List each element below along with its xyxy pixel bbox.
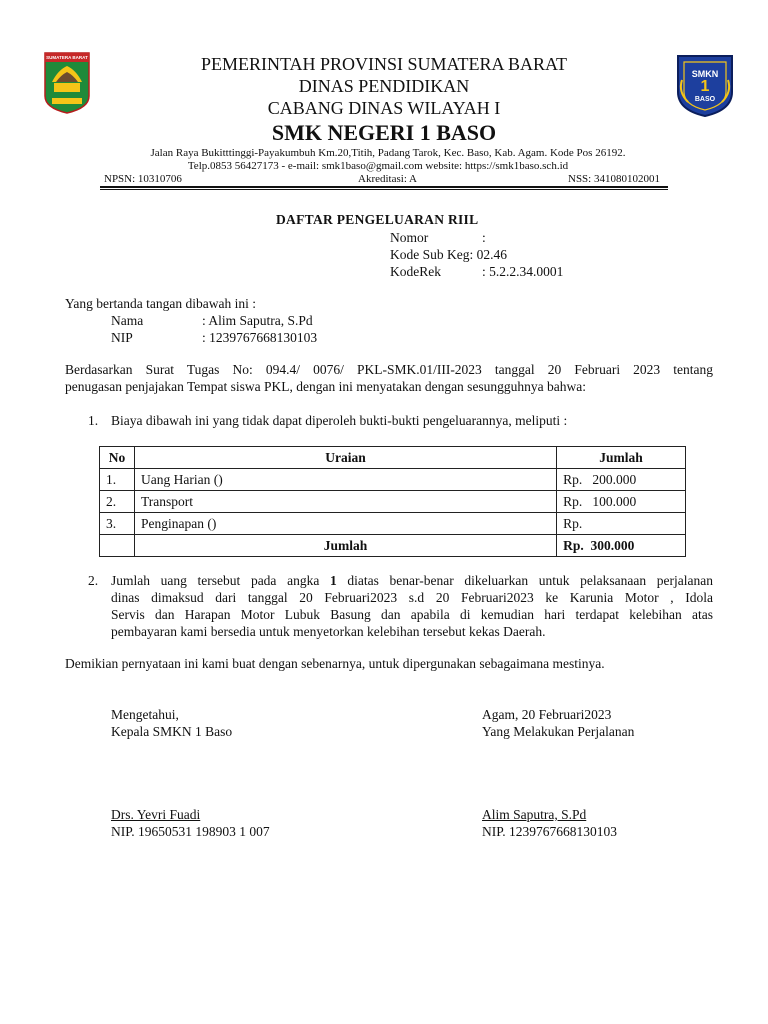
paragraph-surat-tugas-line2: penugasan penjajakan Tempat siswa PKL, dengan ini menyatakan dengan sesungguhnya bahwa: [65, 379, 587, 394]
letterhead-divider [100, 186, 668, 188]
header-no: No [100, 447, 135, 469]
table-row [100, 469, 686, 491]
logo-left-caption: SUMATERA BARAT [46, 55, 88, 60]
item2-line1-a: Jumlah uang tersebut pada angka [111, 573, 330, 588]
signature-left-name: Drs. Yevri Fuadi [111, 807, 201, 822]
signature-left-line2: Kepala SMKN 1 Baso [111, 724, 233, 739]
koderek-value: : 5.2.2.34.0001 [482, 264, 564, 279]
header-jumlah: Jumlah [557, 447, 686, 469]
letterhead-nss: NSS: 341080102001 [568, 173, 660, 185]
item2-line3: Servis dan Harapan Motor Lubuk Basung dan apabila di kemudian hari terdapat kelebihan atas [111, 607, 713, 622]
letterhead-department: DINAS PENDIDIKAN [298, 76, 470, 96]
item2-line1 [111, 573, 713, 589]
paragraph-surat-tugas-line1: Berdasarkan Surat Tugas No: 094.4/ 0076/ PKL-SMK.01/III-2023 tanggal 20 Februari 2023 tentang [65, 362, 713, 377]
nama-value: : Alim Saputra, S.Pd [202, 313, 313, 328]
item2-line1-c: diatas benar-benar dikeluarkan untuk pelaksanaan perjalanan [336, 573, 713, 588]
letterhead-address: Jalan Raya Bukitttinggi-Payakumbuh Km.20,Titih, Padang Tarok, Kec. Baso, Kab. Agam. Kode Pos 26192. [150, 147, 626, 159]
row-no: 1. [100, 469, 135, 491]
letterhead-npsn: NPSN: 10310706 [104, 173, 182, 185]
intro-text: Yang bertanda tangan dibawah ini : [65, 296, 256, 311]
header-uraian: Uraian [134, 447, 556, 469]
letterhead-contact: Telp.0853 56427173 - e-mail: smk1baso@gmail.com website: https://smk1baso.sch.id [187, 160, 569, 172]
koderek-label: KodeRek [390, 264, 441, 279]
table-header-row [100, 447, 686, 469]
signature-right-line2: Yang Melakukan Perjalanan [482, 724, 635, 739]
table-total-row [100, 535, 686, 557]
item1-number: 1. [88, 413, 99, 428]
closing-statement: Demikian pernyataan ini kami buat dengan sebenarnya, untuk dipergunakan sebagaimana mestinya. [65, 656, 605, 671]
total-value: Rp. 300.000 [557, 535, 686, 557]
signature-right-nip: NIP. 1239767668130103 [482, 824, 618, 839]
nip-value: : 1239767668130103 [202, 330, 318, 345]
total-label: Jumlah [134, 535, 556, 557]
signature-left-nip: NIP. 19650531 198903 1 007 [111, 824, 270, 839]
letterhead-branch: CABANG DINAS WILAYAH I [267, 98, 501, 118]
row-uraian: Penginapan () [134, 513, 556, 535]
nip-label: NIP [111, 330, 133, 345]
nomor-label: Nomor [390, 230, 429, 245]
expense-table [99, 446, 686, 557]
signature-right-name: Alim Saputra, S.Pd [482, 807, 587, 822]
letterhead-akreditasi: Akreditasi: A [358, 173, 417, 185]
signature-right-line1: Agam, 20 Februari2023 [482, 707, 612, 722]
logo-right-line2: 1 [700, 78, 710, 95]
nomor-separator: : [482, 230, 486, 245]
document-title: DAFTAR PENGELUARAN RIIL [276, 212, 479, 227]
letterhead-government: PEMERINTAH PROVINSI SUMATERA BARAT [200, 54, 568, 74]
table-row [100, 491, 686, 513]
row-no: 2. [100, 491, 135, 513]
row-uraian: Uang Harian () [134, 469, 556, 491]
item2-line4: pembayaran kami bersedia untuk menyetorkan kelebihan tersebut kekas Daerah. [111, 624, 546, 639]
letterhead-divider-thin [100, 189, 668, 190]
kode-sub-keg: Kode Sub Keg: 02.46 [390, 247, 507, 262]
item1-text: Biaya dibawah ini yang tidak dapat diperoleh bukti-bukti pengeluarannya, meliputi : [111, 413, 568, 428]
letterhead-school-name: SMK NEGERI 1 BASO [271, 120, 497, 145]
item2-line1-ref: 1 [329, 573, 337, 588]
table-row [100, 513, 686, 535]
logo-right-line3: BASO [694, 96, 716, 103]
row-jumlah: Rp. 100.000 [557, 491, 686, 513]
total-empty-cell [100, 535, 135, 557]
nama-label: Nama [111, 313, 144, 328]
item2-number: 2. [88, 573, 99, 588]
row-no: 3. [100, 513, 135, 535]
signature-left-line1: Mengetahui, [111, 707, 179, 722]
logo-right-line1: SMKN [691, 69, 719, 79]
row-uraian: Transport [134, 491, 556, 513]
row-jumlah: Rp. [557, 513, 686, 535]
item2-line2: dinas dimaksud dari tanggal 20 Februari2023 s.d 20 Februari2023 ke Karunia Motor , Idola [111, 590, 713, 605]
row-jumlah: Rp. 200.000 [557, 469, 686, 491]
